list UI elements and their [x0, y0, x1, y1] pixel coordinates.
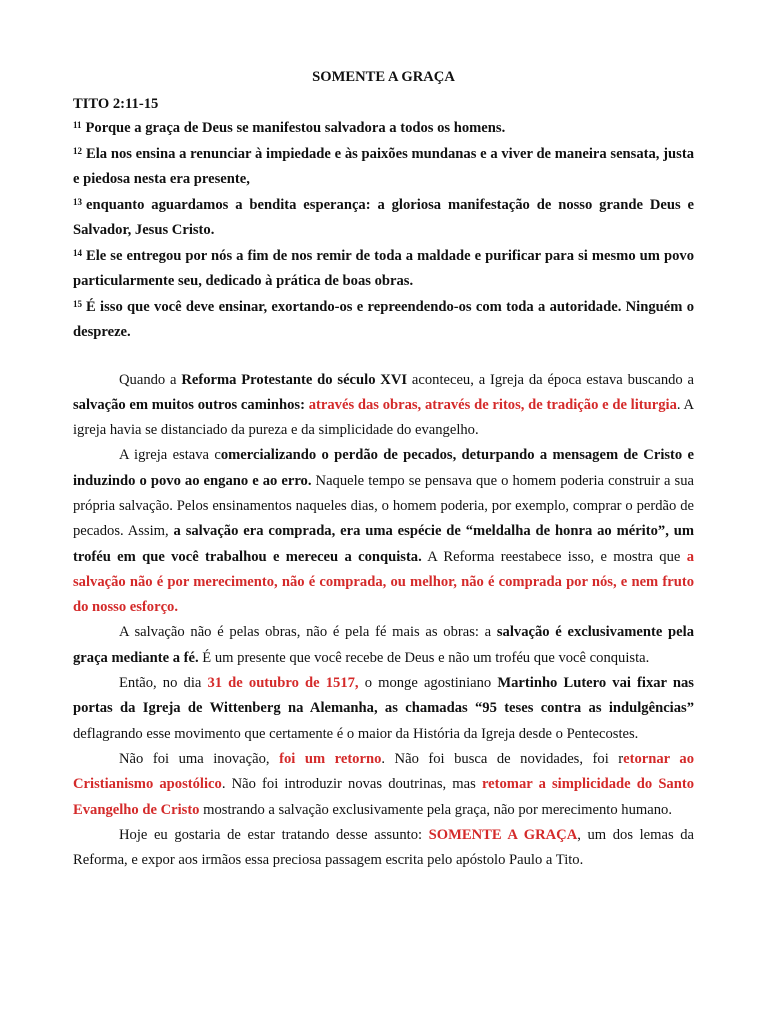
text-run: A Reforma reestabece isso, e mostra que	[421, 548, 687, 565]
text-run-highlight: etornar ao Cristianismo apostólico	[73, 750, 694, 793]
text-run: Não foi uma inovação,	[119, 750, 280, 767]
verse-text: É isso que você deve ensinar, exortando-os e repreendendo-os com toda a autoridade. Ninguém o despreze.	[73, 298, 694, 340]
verse-number: 15	[73, 298, 82, 309]
verse-number: 12	[73, 145, 82, 156]
text-run: Hoje eu gostaria de estar tratando desse assunto:	[119, 826, 429, 843]
body-paragraph	[73, 823, 694, 874]
verse	[73, 244, 694, 295]
text-run-bold: salvação em muitos outros caminhos:	[73, 396, 305, 413]
body-text	[73, 368, 694, 874]
verse	[73, 116, 694, 142]
text-run: mostrando a salvação exclusivamente pela graça, não por merecimento humano.	[199, 801, 672, 818]
verse-text: enquanto aguardamos a bendita esperança: a gloriosa manifestação de nosso grande Deus e Salvador, Jesus Cristo.	[73, 196, 694, 238]
spacer	[73, 346, 694, 368]
verse	[73, 295, 694, 346]
text-run: Então, no dia	[119, 675, 208, 692]
text-run-highlight: 31 de outubro de 1517,	[207, 675, 359, 692]
scripture-reference: TITO 2:11-15	[73, 96, 159, 112]
verse-text: Porque a graça de Deus se manifestou salvadora a todos os homens.	[85, 120, 506, 136]
body-paragraph	[73, 747, 694, 823]
text-run: aconteceu, a Igreja da época estava buscando a	[407, 371, 695, 388]
text-run-bold: Reforma Protestante do século XVI	[181, 371, 408, 388]
text-run-highlight: SOMENTE A GRAÇA	[428, 826, 578, 843]
verse-text: Ela nos ensina a renunciar à impiedade e às paixões mundanas e a viver de maneira sensata, justa e piedosa nesta era presente,	[73, 145, 694, 187]
text-run-highlight: através das obras, através de ritos, de tradição e de liturgia	[308, 396, 677, 413]
text-run: A igreja estava c	[119, 447, 221, 464]
verse-number: 11	[73, 120, 82, 130]
body-paragraph	[73, 671, 694, 747]
text-run: A salvação não é pelas obras, não é pela fé mais as obras: a	[119, 624, 497, 641]
text-run: Naquele tempo se pensava que o homem poderia construir a sua própria salvação. Pelos ensinamentos naqueles dias, o homem poderia, por exemplo, comprar o perdão de pecados. Assim,	[73, 472, 694, 540]
verse-list	[73, 116, 694, 346]
verse	[73, 142, 694, 193]
text-run-bold: omercializando o perdão de pecados, deturpando a mensagem de Cristo e induzindo o povo ao engano e ao erro.	[73, 447, 695, 489]
text-run: É um presente que você recebe de Deus e não um troféu que você conquista.	[198, 649, 650, 666]
document-page	[73, 67, 694, 873]
text-run-highlight: a salvação não é por merecimento, não é comprada, ou melhor, não é comprada por nós, e nem fruto do nosso esforço.	[73, 548, 694, 616]
text-run: , um dos lemas da Reforma, e expor aos irmãos essa preciosa passagem escrita pelo apóstolo Paulo a Tito.	[73, 826, 694, 869]
text-run: . Não foi busca de novidades, foi r	[381, 750, 624, 767]
verse-text: Ele se entregou por nós a fim de nos remir de toda a maldade e purificar para si mesmo um povo particularmente seu, dedicado à prática de boas obras.	[73, 247, 694, 289]
verse-number: 13	[73, 196, 82, 207]
text-run-bold: Martinho Lutero vai fixar nas portas da Igreja de Wittenberg na Alemanha, as chamadas “95 teses contra as indulgências”	[73, 675, 694, 717]
text-run-highlight: foi um retorno	[279, 750, 382, 767]
text-run-highlight: retomar a simplicidade do Santo Evangelho de Cristo	[73, 776, 694, 818]
verse	[73, 193, 694, 244]
body-paragraph	[73, 620, 694, 671]
text-run: o monge agostiniano	[358, 675, 498, 692]
verse-number: 14	[73, 247, 82, 258]
text-run: deflagrando esse movimento que certamente é o maior da História da Igreja desde o Pentecostes.	[73, 725, 639, 742]
body-paragraph	[73, 368, 694, 444]
text-run: . A igreja havia se distanciado da pureza e da simplicidade do evangelho.	[73, 396, 695, 439]
body-paragraph	[73, 443, 694, 620]
document-title: SOMENTE A GRAÇA	[312, 69, 455, 85]
text-run-bold: salvação é exclusivamente pela graça mediante a fé.	[73, 624, 694, 666]
text-run: Quando a	[119, 371, 182, 388]
text-run-bold: a salvação era comprada, era uma espécie de “meldalha de honra ao mérito”, um troféu em que você trabalhou e mereceu a conquista.	[73, 523, 694, 565]
text-run: . Não foi introduzir novas doutrinas, mas	[221, 776, 482, 793]
